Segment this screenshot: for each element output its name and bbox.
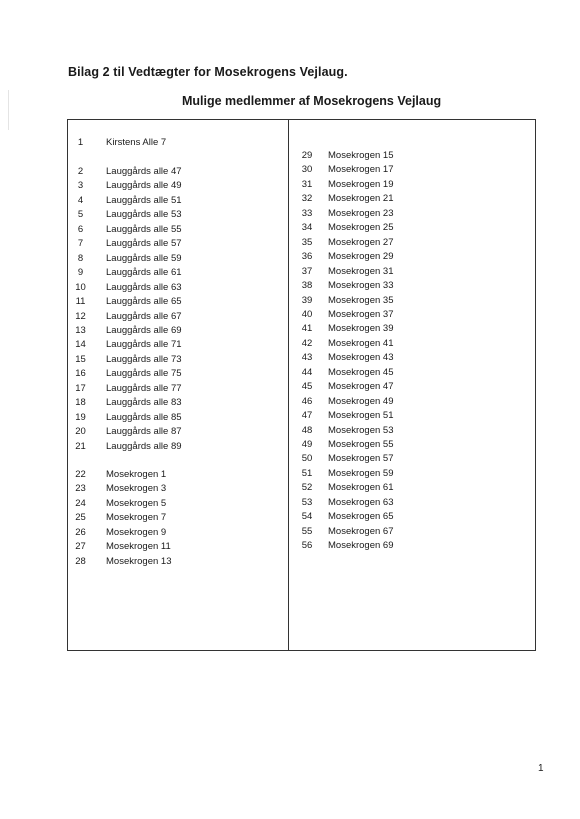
member-row bbox=[68, 440, 288, 454]
member-address: Mosekrogen 65 bbox=[328, 511, 394, 523]
member-number: 14 bbox=[75, 339, 86, 351]
member-address: Lauggårds alle 83 bbox=[106, 397, 182, 409]
member-number: 34 bbox=[301, 222, 313, 234]
member-number: 42 bbox=[301, 337, 313, 349]
member-row bbox=[289, 294, 536, 308]
member-address: Mosekrogen 51 bbox=[328, 410, 394, 422]
member-address: Mosekrogen 25 bbox=[328, 222, 394, 234]
member-address: Lauggårds alle 89 bbox=[106, 440, 182, 452]
member-number: 16 bbox=[75, 368, 86, 380]
document-subtitle: Mulige medlemmer af Mosekrogens Vejlaug bbox=[182, 94, 442, 108]
member-row bbox=[289, 149, 536, 163]
member-row bbox=[68, 353, 288, 367]
member-row bbox=[68, 252, 288, 266]
member-number: 32 bbox=[301, 193, 313, 205]
member-row bbox=[68, 165, 288, 179]
member-number: 6 bbox=[77, 223, 84, 235]
member-address: Mosekrogen 59 bbox=[328, 467, 394, 479]
member-number: 4 bbox=[77, 194, 84, 206]
member-row bbox=[289, 366, 536, 380]
member-address: Mosekrogen 13 bbox=[106, 555, 172, 567]
member-row bbox=[289, 438, 536, 452]
member-address: Mosekrogen 45 bbox=[328, 366, 394, 378]
member-address: Lauggårds alle 77 bbox=[106, 382, 182, 394]
member-row bbox=[289, 337, 536, 351]
member-number: 51 bbox=[301, 467, 313, 479]
member-address: Mosekrogen 29 bbox=[328, 251, 394, 263]
member-address: Mosekrogen 49 bbox=[328, 395, 394, 407]
member-row bbox=[68, 411, 288, 425]
member-address: Lauggårds alle 51 bbox=[106, 194, 182, 206]
member-row bbox=[289, 496, 536, 510]
member-address: Mosekrogen 11 bbox=[106, 541, 171, 553]
member-number: 2 bbox=[77, 166, 84, 177]
member-address: Lauggårds alle 55 bbox=[106, 223, 182, 235]
member-row bbox=[289, 525, 536, 539]
member-number: 26 bbox=[75, 526, 86, 538]
member-row bbox=[289, 539, 536, 553]
member-address: Lauggårds alle 59 bbox=[106, 252, 182, 264]
member-number: 24 bbox=[75, 497, 86, 509]
member-address: Mosekrogen 3 bbox=[106, 483, 167, 495]
member-address: Mosekrogen 21 bbox=[328, 193, 394, 205]
member-row bbox=[289, 236, 536, 250]
member-row bbox=[68, 194, 288, 208]
member-row bbox=[68, 179, 288, 193]
member-address: Mosekrogen 19 bbox=[328, 178, 394, 190]
member-number: 54 bbox=[301, 511, 313, 523]
member-number: 9 bbox=[77, 267, 84, 279]
member-row bbox=[289, 510, 536, 524]
member-row bbox=[68, 511, 288, 525]
member-row bbox=[68, 266, 288, 280]
member-row bbox=[68, 338, 288, 352]
member-row bbox=[68, 396, 288, 410]
scan-edge-mark bbox=[8, 90, 9, 130]
member-number: 21 bbox=[75, 440, 86, 452]
member-number: 55 bbox=[301, 525, 313, 537]
member-row bbox=[68, 237, 288, 251]
member-row bbox=[289, 163, 536, 177]
member-number: 1 bbox=[77, 137, 84, 148]
member-address: Mosekrogen 27 bbox=[328, 236, 394, 248]
member-row bbox=[68, 281, 288, 295]
member-row bbox=[68, 540, 288, 554]
member-row bbox=[289, 322, 536, 336]
member-number: 45 bbox=[301, 381, 313, 393]
member-row bbox=[289, 192, 536, 206]
member-number: 35 bbox=[301, 236, 313, 248]
member-number: 52 bbox=[301, 482, 313, 494]
member-number: 3 bbox=[77, 180, 84, 192]
member-number: 31 bbox=[301, 178, 313, 190]
member-address: Mosekrogen 61 bbox=[328, 482, 394, 494]
member-row bbox=[289, 452, 536, 466]
member-number: 13 bbox=[75, 324, 86, 336]
member-number: 22 bbox=[75, 469, 86, 480]
member-row bbox=[289, 250, 536, 264]
member-row bbox=[68, 382, 288, 396]
member-row bbox=[68, 223, 288, 237]
member-row bbox=[68, 425, 288, 439]
member-row bbox=[289, 207, 536, 221]
members-table bbox=[67, 119, 536, 651]
member-address: Mosekrogen 9 bbox=[106, 526, 167, 538]
member-number: 30 bbox=[301, 164, 313, 176]
member-address: Mosekrogen 43 bbox=[328, 352, 394, 364]
member-row bbox=[289, 265, 536, 279]
member-address: Lauggårds alle 71 bbox=[106, 339, 182, 351]
member-number: 5 bbox=[77, 209, 84, 221]
member-number: 20 bbox=[75, 426, 86, 438]
member-address: Lauggårds alle 67 bbox=[106, 310, 182, 322]
member-number: 44 bbox=[301, 366, 313, 378]
member-row bbox=[68, 295, 288, 309]
member-row bbox=[289, 424, 536, 438]
member-number: 18 bbox=[75, 397, 86, 409]
member-row bbox=[289, 380, 536, 394]
member-number: 7 bbox=[77, 238, 84, 250]
member-row bbox=[68, 482, 288, 496]
member-row bbox=[68, 208, 288, 222]
member-number: 37 bbox=[301, 265, 313, 277]
member-address: Lauggårds alle 65 bbox=[106, 296, 182, 308]
member-row bbox=[68, 555, 288, 569]
member-number: 10 bbox=[75, 281, 86, 293]
member-row bbox=[68, 310, 288, 324]
member-address: Lauggårds alle 69 bbox=[106, 324, 182, 336]
member-address: Mosekrogen 41 bbox=[328, 337, 394, 349]
member-address: Lauggårds alle 87 bbox=[106, 426, 182, 438]
member-row bbox=[68, 497, 288, 511]
member-address: Mosekrogen 7 bbox=[106, 512, 167, 524]
member-number: 27 bbox=[75, 541, 86, 553]
member-number: 41 bbox=[301, 323, 313, 335]
member-number: 40 bbox=[301, 308, 313, 320]
member-number: 15 bbox=[75, 353, 86, 365]
member-row bbox=[289, 221, 536, 235]
member-number: 33 bbox=[301, 207, 313, 219]
member-number: 11 bbox=[75, 296, 86, 308]
member-address: Lauggårds alle 73 bbox=[106, 353, 182, 365]
member-address: Mosekrogen 15 bbox=[328, 150, 394, 161]
member-address: Lauggårds alle 49 bbox=[106, 180, 182, 192]
member-address: Mosekrogen 55 bbox=[328, 439, 394, 450]
member-row bbox=[68, 324, 288, 338]
member-address: Mosekrogen 69 bbox=[328, 540, 394, 552]
member-address: Mosekrogen 33 bbox=[328, 280, 394, 292]
member-address: Mosekrogen 37 bbox=[328, 308, 394, 320]
member-address: Mosekrogen 5 bbox=[106, 497, 167, 509]
member-address: Mosekrogen 67 bbox=[328, 525, 394, 537]
member-address: Mosekrogen 47 bbox=[328, 381, 394, 393]
member-number: 12 bbox=[75, 310, 86, 322]
member-number: 28 bbox=[75, 555, 86, 567]
member-number: 23 bbox=[75, 483, 86, 495]
member-number: 36 bbox=[301, 251, 313, 263]
member-address: Mosekrogen 17 bbox=[328, 164, 394, 176]
member-address: Lauggårds alle 85 bbox=[106, 411, 182, 423]
member-address: Mosekrogen 23 bbox=[328, 207, 394, 219]
member-number: 53 bbox=[301, 496, 313, 508]
member-number: 49 bbox=[301, 439, 313, 450]
member-row bbox=[289, 467, 536, 481]
member-number: 46 bbox=[301, 395, 313, 407]
member-row bbox=[68, 367, 288, 381]
member-number: 39 bbox=[301, 294, 313, 306]
member-number: 47 bbox=[301, 410, 313, 422]
member-row bbox=[289, 351, 536, 365]
member-address: Lauggårds alle 53 bbox=[106, 209, 182, 221]
member-number: 17 bbox=[75, 382, 86, 394]
member-address: Mosekrogen 53 bbox=[328, 424, 394, 436]
member-number: 29 bbox=[301, 150, 313, 161]
member-row bbox=[68, 136, 288, 150]
member-number: 8 bbox=[77, 252, 84, 264]
member-row bbox=[289, 395, 536, 409]
member-row bbox=[289, 279, 536, 293]
member-number: 38 bbox=[301, 280, 313, 292]
member-row bbox=[289, 481, 536, 495]
member-number: 19 bbox=[75, 411, 86, 423]
member-row bbox=[289, 178, 536, 192]
member-address: Mosekrogen 31 bbox=[328, 265, 394, 277]
member-number: 43 bbox=[301, 352, 313, 364]
member-row bbox=[289, 308, 536, 322]
page-number: 1 bbox=[538, 763, 544, 774]
member-number: 50 bbox=[301, 453, 313, 465]
member-address: Lauggårds alle 63 bbox=[106, 281, 182, 293]
document-title: Bilag 2 til Vedtægter for Mosekrogens Vejlaug. bbox=[68, 65, 348, 79]
member-address: Lauggårds alle 47 bbox=[106, 166, 182, 177]
member-row bbox=[289, 409, 536, 423]
member-address: Lauggårds alle 61 bbox=[106, 267, 182, 279]
member-address: Mosekrogen 39 bbox=[328, 323, 394, 335]
member-row bbox=[68, 526, 288, 540]
member-number: 48 bbox=[301, 424, 313, 436]
member-number: 25 bbox=[75, 512, 86, 524]
member-address: Kirstens Alle 7 bbox=[106, 137, 167, 148]
member-address: Lauggårds alle 57 bbox=[106, 238, 182, 250]
member-address: Mosekrogen 1 bbox=[106, 469, 167, 480]
member-address: Lauggårds alle 75 bbox=[106, 368, 182, 380]
member-number: 56 bbox=[301, 540, 313, 552]
member-row bbox=[68, 468, 288, 482]
member-address: Mosekrogen 63 bbox=[328, 496, 394, 508]
member-address: Mosekrogen 35 bbox=[328, 294, 394, 306]
member-address: Mosekrogen 57 bbox=[328, 453, 394, 465]
